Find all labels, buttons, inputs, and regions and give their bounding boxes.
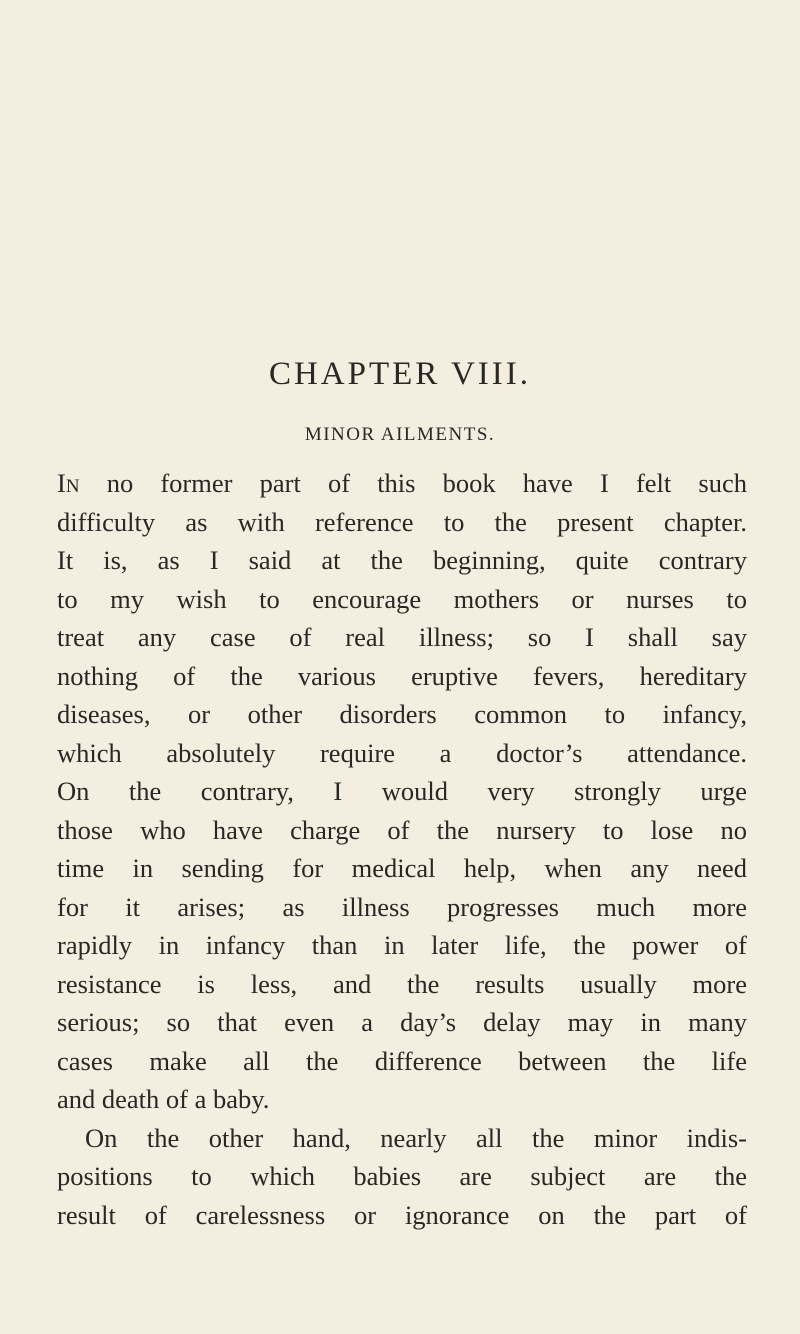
text-line: nothing of the various eruptive fevers, hereditary [57, 660, 747, 691]
text-line: positions to which babies are subject are the [57, 1161, 747, 1191]
text-line: rapidly in infancy than in later life, the power of [57, 930, 747, 960]
text-line: to my wish to encourage mothers or nurses to [57, 583, 747, 614]
text-line: In no former part of this book have I felt such [57, 468, 747, 498]
text-line: which absolutely require a doctor’s attendance. [57, 737, 747, 768]
text-line: result of carelessness or ignorance on the part of [57, 1199, 747, 1230]
text-line: and death of a baby. [57, 1084, 270, 1114]
text-line: resistance is less, and the results usually more [57, 968, 747, 999]
text-line: serious; so that even a day’s delay may in many [57, 1007, 747, 1037]
text-line: for it arises; as illness progresses much more [57, 891, 747, 922]
text-line: cases make all the difference between the life [57, 1045, 747, 1076]
body-text [57, 464, 747, 1234]
text-line: On the other hand, nearly all the minor indis- [85, 1122, 747, 1153]
chapter-subtitle: MINOR AILMENTS. [304, 424, 496, 445]
text-line: those who have charge of the nursery to lose no [57, 814, 747, 845]
text-line: It is, as I said at the beginning, quite contrary [57, 545, 747, 575]
text-line: On the contrary, I would very strongly urge [57, 776, 747, 806]
text-line: difficulty as with reference to the present chapter. [57, 506, 747, 537]
text-line: treat any case of real illness; so I shall say [57, 622, 747, 652]
chapter-title: CHAPTER VIII. [268, 356, 532, 392]
drop-word: In [57, 468, 80, 498]
text-line: time in sending for medical help, when any need [57, 853, 747, 883]
text-line: diseases, or other disorders common to infancy, [57, 699, 747, 729]
